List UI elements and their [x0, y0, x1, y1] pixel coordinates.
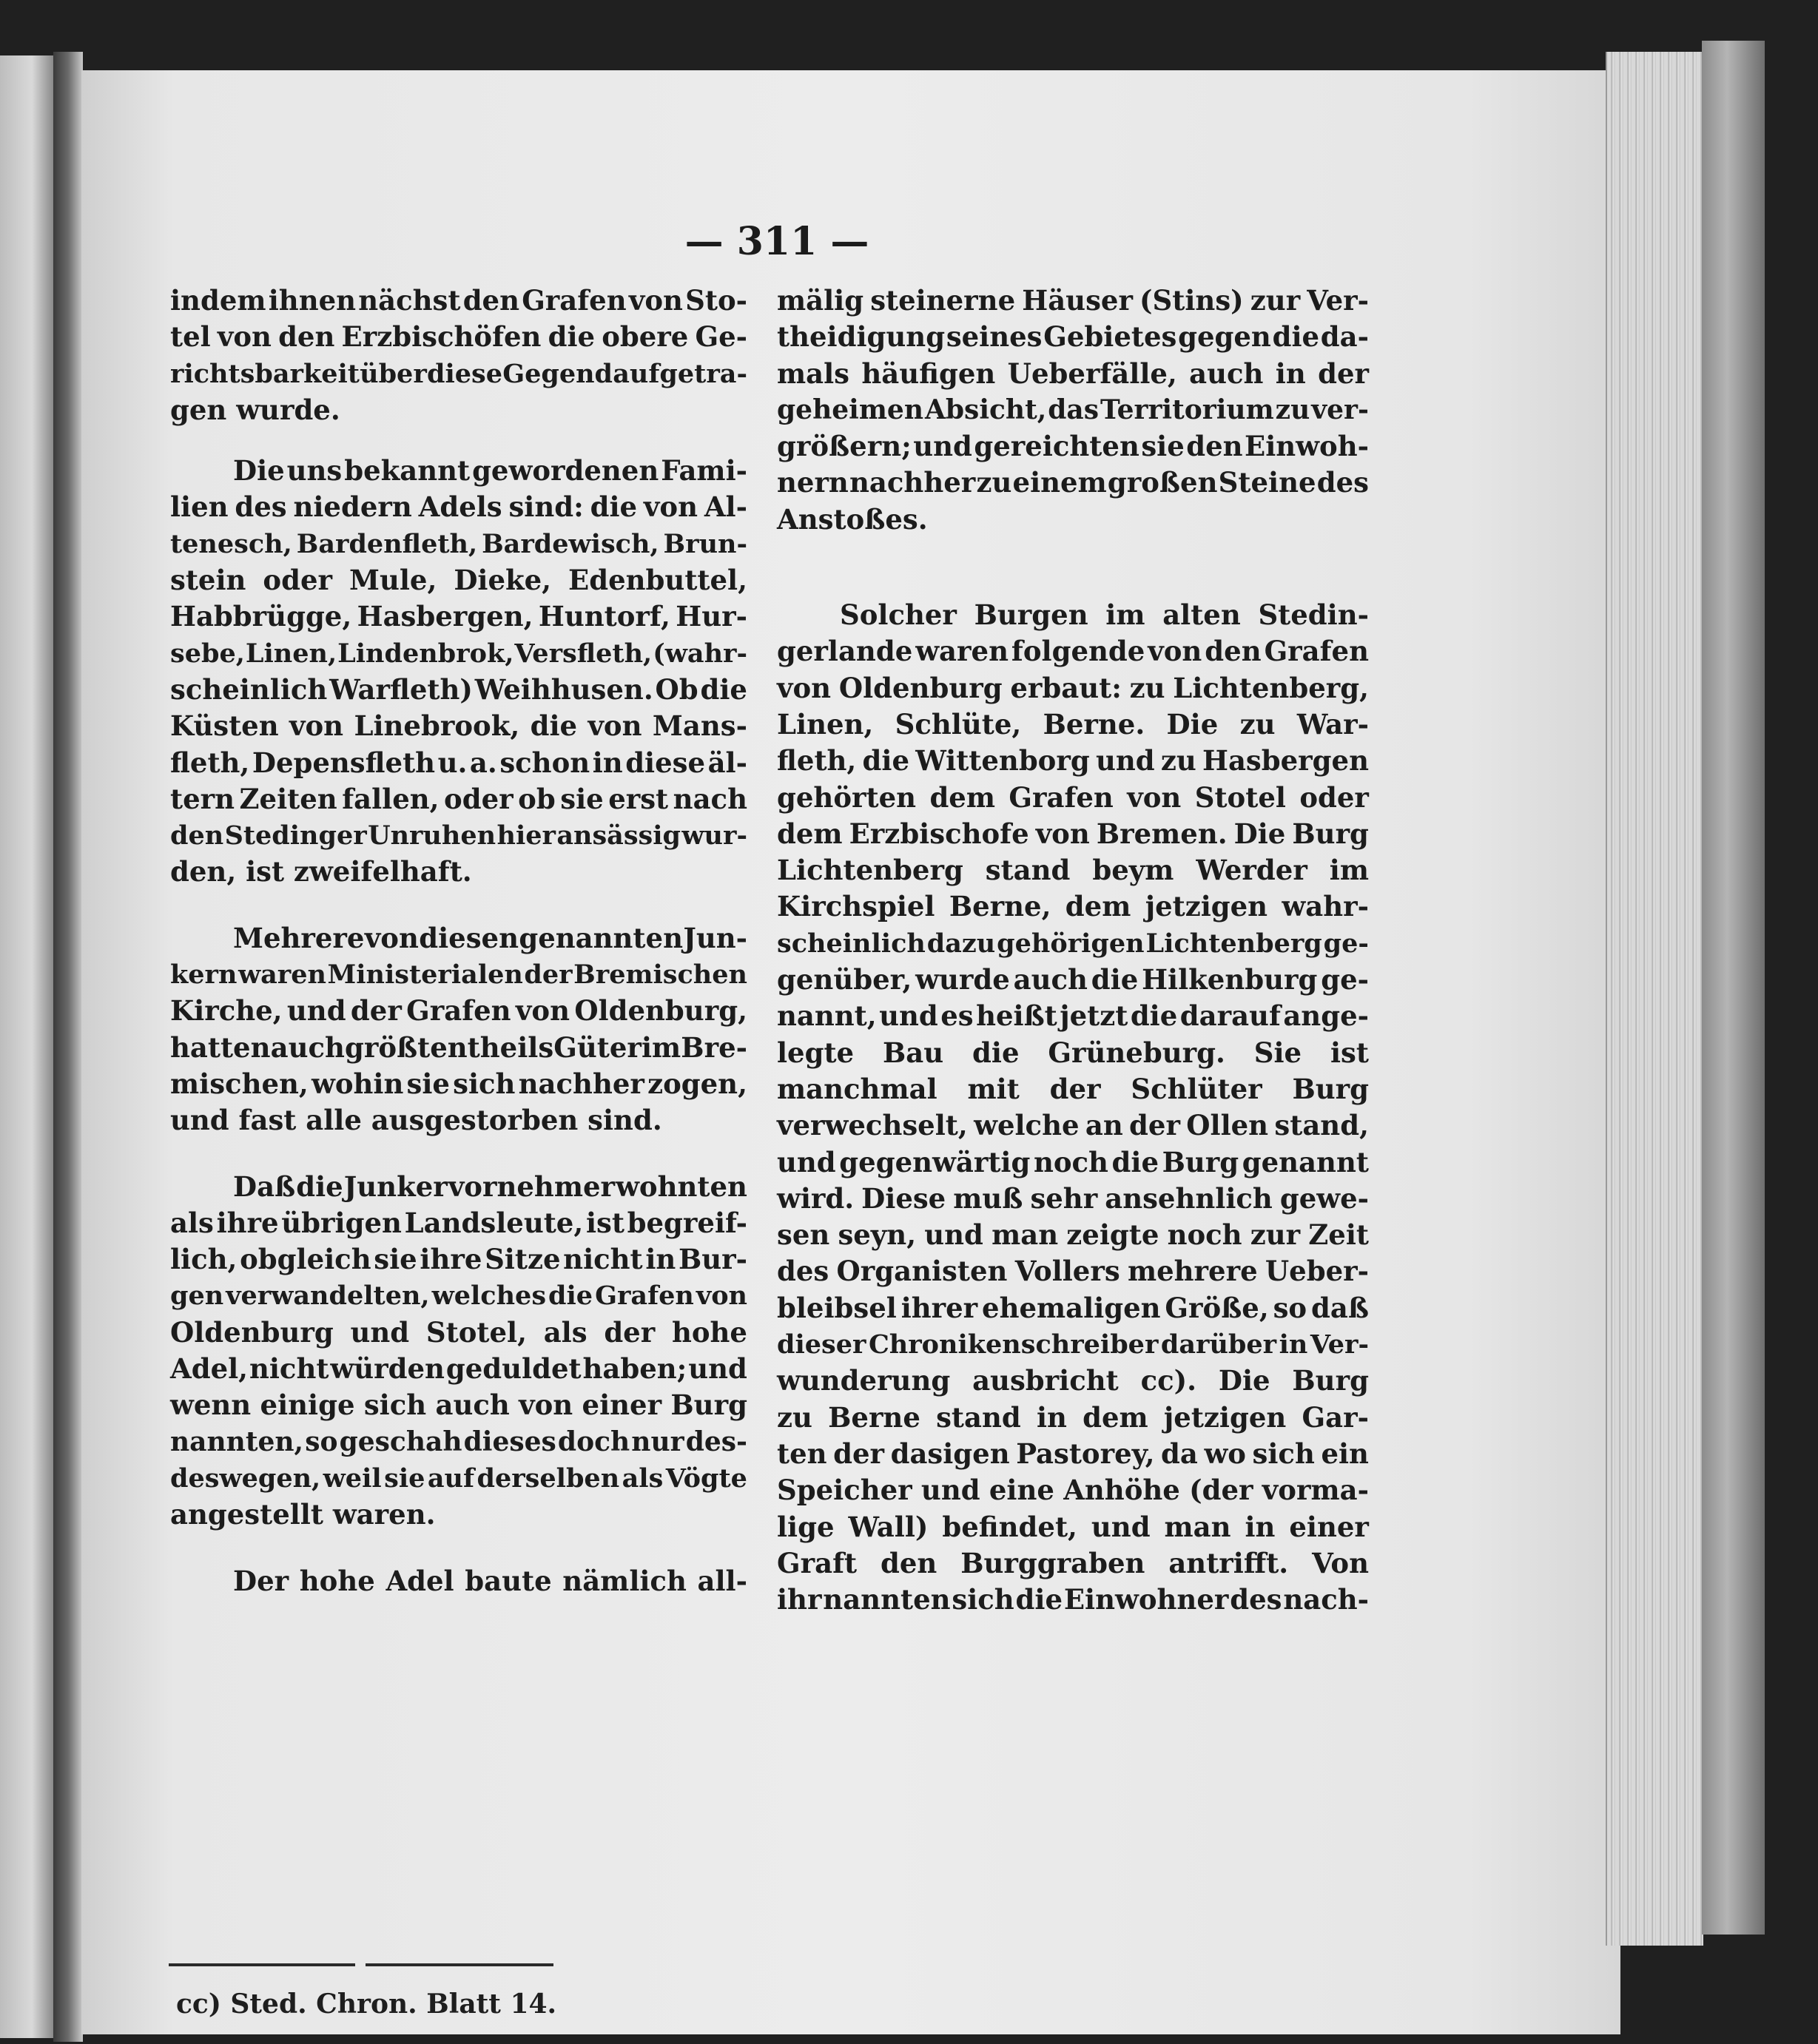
text-line: lige Wall) befindet, und man in einer [777, 1510, 1369, 1543]
text-line: Die uns bekannt gewordenen Fami- [233, 454, 747, 488]
text-line: wunderung ausbricht cc). Die Burg [777, 1364, 1369, 1397]
text-line: ihr nannten sich die Einwohner des nach- [777, 1583, 1369, 1616]
text-line: Speicher und eine Anhöhe (der vorma- [777, 1474, 1369, 1507]
text-line: den, ist zweifelhaft. [170, 855, 472, 888]
text-line: zu Berne stand in dem jetzigen Gar- [777, 1400, 1369, 1434]
text-line: dieser Chronikenschreiber darüber in Ver- [777, 1329, 1369, 1360]
text-line: mals häufigen Ueberfälle, auch in der [777, 357, 1369, 390]
text-line: gehörten dem Grafen von Stotel oder [777, 780, 1369, 814]
paragraph [170, 1563, 747, 1599]
text-line: indem ihnen nächst den Grafen von Sto- [170, 284, 747, 317]
text-line: Solcher Burgen im alten Stedin- [840, 598, 1369, 632]
text-line: gen wurde. [170, 393, 340, 426]
text-line: ten der dasigen Pastorey, da wo sich ein [777, 1437, 1369, 1470]
text-line: sebe, Linen, Lindenbrok, Versfleth, (wahr- [170, 638, 747, 669]
page-number: — 311 — [684, 219, 869, 264]
text-line: Kirche, und der Grafen von Oldenburg, [170, 994, 747, 1028]
paragraph [170, 283, 747, 428]
text-line: manchmal mit der Schlüter Burg [777, 1072, 1369, 1105]
cover-edge [1702, 41, 1765, 1935]
text-line: mälig steinerne Häuser (Stins) zur Ver- [777, 284, 1369, 317]
text-line: hatten auch größtentheils Güter im Bre- [170, 1031, 747, 1064]
text-line: Der hohe Adel baute nämlich all- [233, 1564, 747, 1597]
text-line: genüber, wurde auch die Hilkenburg ge- [777, 963, 1369, 996]
page-edges [1606, 52, 1703, 1946]
text-line: theidigung seines Gebietes gegen die da- [777, 320, 1369, 354]
text-line: geheimen Absicht, das Territorium zu ver- [777, 394, 1369, 425]
text-line: scheinlich Warfleth) Weihhusen. Ob die [170, 672, 747, 706]
text-line: tern Zeiten fallen, oder ob sie erst nach [170, 782, 747, 815]
text-line: Daß die Junker vornehmer wohnten [233, 1170, 747, 1203]
text-line: Lichtenberg stand beym Werder im [777, 854, 1369, 887]
text-line: richtsbarkeit über diese Gegend aufgetra- [170, 358, 747, 389]
text-line: wenn einige sich auch von einer Burg [170, 1389, 747, 1422]
text-line: tenesch, Bardenfleth, Bardewisch, Brun- [170, 528, 747, 559]
paragraph [777, 283, 1369, 538]
text-line: Habbrügge, Hasbergen, Huntorf, Hur- [170, 600, 747, 633]
right-column [777, 283, 1369, 1618]
left-page-edge [0, 55, 53, 2038]
text-line: Adel, nicht würden geduldet haben; und [170, 1352, 747, 1386]
text-line: des Organisten Vollers mehrere Ueber- [777, 1255, 1369, 1288]
text-line: Anstoßes. [777, 502, 928, 536]
left-column [170, 283, 747, 1599]
text-line: Kirchspiel Berne, dem jetzigen wahr- [777, 890, 1369, 923]
text-line: lien des niedern Adels sind: die von Al- [170, 490, 747, 524]
text-line: Mehrere von diesen genannten Jun- [233, 921, 747, 954]
text-line: deswegen, weil sie auf derselben als Vögte [170, 1463, 747, 1494]
text-line: Graft den Burggraben antrifft. Von [777, 1546, 1369, 1579]
footnote: cc) Sted. Chron. Blatt 14. [176, 1989, 557, 2020]
text-line: nannt, und es heißt jetzt die darauf ange- [777, 999, 1369, 1033]
text-line: von Oldenburg erbaut: zu Lichtenberg, [777, 671, 1369, 704]
text-line: Linen, Schlüte, Berne. Die zu War- [777, 707, 1369, 741]
paragraph [170, 453, 747, 891]
text-line: als ihre übrigen Landsleute, ist begreif- [170, 1206, 747, 1239]
paragraph [777, 597, 1369, 1618]
text-line: nannten, so geschah dieses doch nur des- [170, 1426, 747, 1457]
book-gutter [53, 52, 83, 2042]
text-line: legte Bau die Grüneburg. Sie ist [777, 1036, 1369, 1069]
text-line: fleth, die Wittenborg und zu Hasbergen [777, 744, 1369, 778]
text-line: gerlande waren folgende von den Grafen [777, 635, 1369, 668]
text-line: verwechselt, welche an der Ollen stand, [777, 1109, 1369, 1142]
text-line: wird. Diese muß sehr ansehnlich gewe- [777, 1181, 1369, 1215]
text-line: und gegenwärtig noch die Burg genannt [777, 1145, 1369, 1178]
text-line: stein oder Mule, Dieke, Edenbuttel, [170, 564, 747, 597]
text-line: Oldenburg und Stotel, als der hohe [170, 1315, 747, 1349]
footnote-rule-gap [355, 1962, 366, 1968]
text-line: mischen, wohin sie sich nachher zogen, [170, 1067, 747, 1100]
text-line: den Stedinger Unruhen hier ansässig wur- [170, 820, 747, 851]
text-line: größern; und gereichten sie den Einwoh- [777, 430, 1369, 463]
text-line: Küsten von Linebrook, die von Mans- [170, 709, 747, 743]
text-line: angestellt waren. [170, 1498, 436, 1531]
text-line: scheinlich dazu gehörigen Lichtenberg ge- [777, 928, 1369, 959]
text-line: fleth, Depensfleth u. a. schon in diese äl- [170, 746, 747, 779]
text-line: dem Erzbischofe von Bremen. Die Burg [777, 817, 1369, 850]
paragraph [170, 1169, 747, 1534]
text-line: gen verwandelten, welches die Grafen von [170, 1281, 747, 1312]
text-line: tel von den Erzbischöfen die obere Ge- [170, 320, 747, 354]
text-line: lich, obgleich sie ihre Sitze nicht in Bur- [170, 1243, 747, 1276]
paragraph [170, 920, 747, 1139]
text-line: und fast alle ausgestorben sind. [170, 1104, 662, 1137]
text-line: sen seyn, und man zeigte noch zur Zeit [777, 1218, 1369, 1252]
text-line: bleibsel ihrer ehemaligen Größe, so daß [777, 1291, 1369, 1324]
text-line: kern waren Ministerialen der Bremischen [170, 959, 747, 991]
text-line: nern nachher zu einem großen Steine des [777, 466, 1369, 499]
